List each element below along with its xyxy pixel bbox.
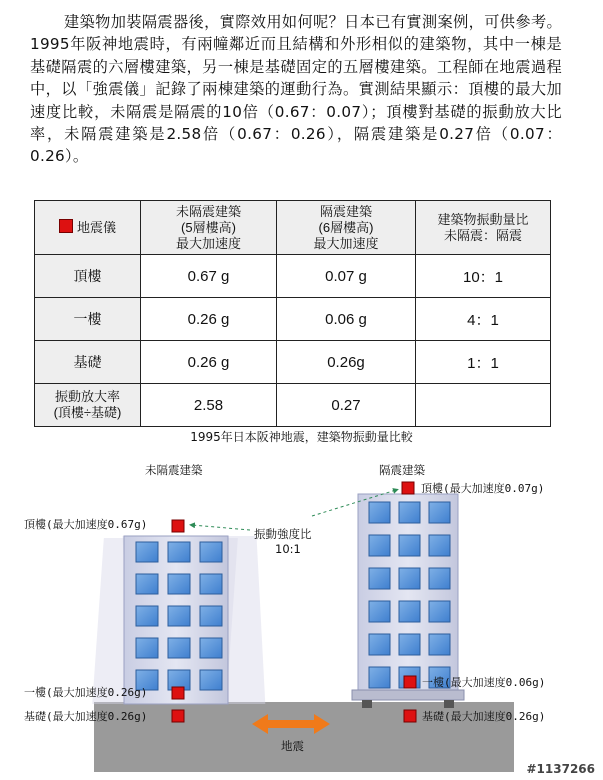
- sensor-right-first: [404, 676, 416, 688]
- table-row: 基礎 0.26 g 0.26g 1：1: [35, 341, 551, 384]
- sensor-left-top: [172, 520, 184, 532]
- window: [429, 568, 450, 589]
- legend-label: 地震儀: [76, 220, 116, 235]
- window: [399, 568, 420, 589]
- window: [429, 535, 450, 556]
- window: [200, 606, 222, 626]
- window: [399, 634, 420, 655]
- window: [200, 542, 222, 562]
- window: [429, 601, 450, 622]
- window: [369, 568, 390, 589]
- window: [399, 535, 420, 556]
- seismometer-icon: [59, 219, 73, 233]
- sensor-right-base: [404, 710, 416, 722]
- right-base-label: 基礎(最大加速度0.26g): [422, 710, 546, 723]
- sensor-right-top: [402, 482, 414, 494]
- window: [369, 634, 390, 655]
- window: [399, 601, 420, 622]
- window: [136, 542, 158, 562]
- table-row-amplification: 振動放大率 (頂樓÷基礎) 2.58 0.27: [35, 384, 551, 427]
- ratio-label: 振動強度比: [254, 527, 312, 541]
- window: [369, 535, 390, 556]
- sensor-left-first: [172, 687, 184, 699]
- ratio-value: 10:1: [275, 542, 301, 556]
- table-row: 頂樓 0.67 g 0.07 g 10：1: [35, 255, 551, 298]
- watermark: #1137266: [526, 762, 595, 776]
- comparison-table: [34, 200, 551, 427]
- window: [369, 502, 390, 523]
- table-row: 一樓 0.26 g 0.06 g 4：1: [35, 298, 551, 341]
- window: [369, 601, 390, 622]
- window: [136, 606, 158, 626]
- window: [136, 638, 158, 658]
- quake-label: 地震: [281, 739, 304, 753]
- left-base-label: 基礎(最大加速度0.26g): [24, 710, 148, 723]
- window: [429, 634, 450, 655]
- legend-cell: [35, 201, 141, 255]
- window: [168, 606, 190, 626]
- left-top-label: 頂樓(最大加速度0.67g): [24, 518, 148, 531]
- window: [168, 638, 190, 658]
- window: [168, 574, 190, 594]
- table-header-row: [35, 201, 551, 255]
- window: [200, 574, 222, 594]
- right-top-label: 頂樓(最大加速度0.07g): [421, 482, 545, 495]
- window: [429, 502, 450, 523]
- left-building-title: 未隔震建築: [145, 463, 203, 477]
- table-caption: 1995年日本阪神地震，建築物振動量比較: [190, 430, 413, 444]
- header-isolated: 隔震建築 (6層樓高) 最大加速度: [277, 201, 416, 255]
- building-diagram: [0, 450, 603, 780]
- window: [136, 574, 158, 594]
- intro-paragraph: 建築物加裝隔震器後，實際效用如何呢？日本已有實測案例，可供參考。1995年阪神地震時，有兩幢鄰近而且結構和外形相似的建築物，其中一棟是基礎隔震的六層樓建築，另一棟是基礎固定的五層樓建築。工程師在地震過程中，以「強震儀」記錄了兩棟建築的運動行為。實測結果顯示：頂樓的最大加速度比較，未隔震是隔震的10倍（0.67：0.07）；頂樓對基礎的振動放大比率，未隔震建築是2.58倍（0.67：0.26），隔震建築是0.27倍（0.07：0.26）。: [30, 13, 562, 166]
- sensor-left-base: [172, 710, 184, 722]
- left-first-label: 一樓(最大加速度0.26g): [24, 686, 148, 699]
- window: [200, 638, 222, 658]
- window: [369, 667, 390, 688]
- unisolated-building: [92, 536, 265, 704]
- window: [200, 670, 222, 690]
- right-building-title: 隔震建築: [379, 463, 425, 477]
- header-ratio: 建築物振動量比 未隔震：隔震: [416, 201, 551, 255]
- window: [168, 542, 190, 562]
- right-first-label: 一樓(最大加速度0.06g): [422, 676, 546, 689]
- window: [399, 502, 420, 523]
- header-unisolated: 未隔震建築 (5層樓高) 最大加速度: [141, 201, 277, 255]
